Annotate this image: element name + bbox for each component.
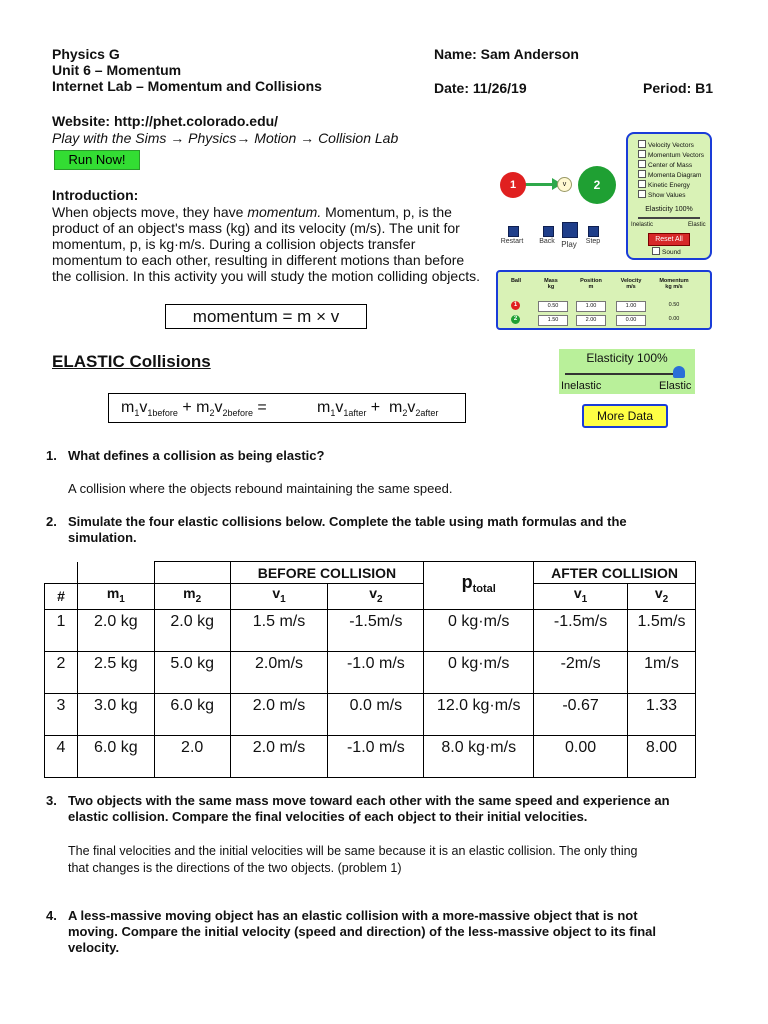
table-cell: 3.0 kg [77, 693, 154, 735]
table-cell: -1.5m/s [328, 609, 424, 651]
table-cell: 0.0 m/s [328, 693, 424, 735]
step-button[interactable] [588, 226, 599, 237]
row2-mass-field[interactable]: 1.50 [538, 315, 568, 326]
table-cell: -1.0 m/s [328, 735, 424, 777]
col-header-v2-before: $v_2$ [328, 584, 424, 610]
restart-label: Restart [500, 238, 524, 245]
q3-text: Two objects with the same mass move toward each other with the same speed and experience an elastic collision. Compare the final velocities of each object to their initial velocities. [68, 793, 670, 824]
q4-text: A less-massive moving object has an elastic collision with a more-massive object that is not moving. Compare the initial velocity (speed and direction) of the less-massive object to its final velocity. [68, 908, 657, 955]
table-cell: 2.0m/s [230, 651, 328, 693]
table-cell: 3 [45, 693, 78, 735]
ball-1[interactable]: 1 [500, 172, 526, 198]
play-button[interactable] [562, 222, 578, 238]
row2-velocity-field[interactable]: 0.00 [616, 315, 646, 326]
table-cell: 6.0 kg [154, 693, 230, 735]
sim-options-panel [626, 132, 712, 260]
table-row [45, 735, 696, 777]
website-link[interactable]: Website: http://phet.colorado.edu/ [52, 113, 279, 129]
table-cell: 5.0 kg [154, 651, 230, 693]
course-title: Physics G [52, 46, 120, 62]
intro-heading: Introduction: [52, 187, 139, 203]
q3-number: 3. [46, 793, 57, 808]
table-cell: 6.0 kg [77, 735, 154, 777]
table-row [45, 693, 696, 735]
run-now-button[interactable]: Run Now! [54, 150, 140, 170]
collision-table [44, 561, 696, 778]
unit-title: Unit 6 – Momentum [52, 62, 182, 78]
checkbox-velocity-vectors[interactable]: Velocity Vectors [638, 140, 694, 151]
velocity-handle-icon[interactable]: v [557, 177, 572, 192]
checkbox-sound[interactable]: Sound [652, 247, 681, 258]
date: Date: 11/26/19 [434, 80, 527, 96]
col-header-m2: $m_2$ [154, 584, 230, 610]
col-header-m1: $m_1$ [77, 584, 154, 610]
col-header-v1-after: $v_1$ [534, 584, 628, 610]
table-cell: 0 kg·m/s [424, 651, 534, 693]
ball-2[interactable]: 2 [578, 166, 616, 204]
table-cell: 2.0 m/s [230, 735, 328, 777]
elasticity-label-small: Elasticity 100% [645, 206, 693, 213]
elastic-label: Elastic [659, 380, 692, 392]
data-header-position: Position m [580, 278, 602, 290]
momentum-formula: momentum = m × v [165, 304, 367, 329]
table-cell: 2.0 [154, 735, 230, 777]
table-cell: 2.0 m/s [230, 693, 328, 735]
period: Period: B1 [643, 80, 714, 96]
table-cell: 2.0 kg [77, 609, 154, 651]
table-cell: 1.5 m/s [230, 609, 328, 651]
checkbox-momentum-vectors[interactable]: Momentum Vectors [638, 150, 704, 161]
checkbox-momenta-diagram[interactable]: Momenta Diagram [638, 170, 701, 181]
sim-path: Play with the Sims → Physics→ Motion → Collision Lab [52, 130, 399, 146]
step-label: Step [585, 238, 601, 245]
data-header-momentum: Momentum kg m/s [659, 278, 689, 290]
checkbox-center-of-mass[interactable]: Center of Mass [638, 160, 692, 171]
after-collision-header: AFTER COLLISION [534, 562, 696, 584]
q1-answer: A collision where the objects rebound maintaining the same speed. [68, 481, 453, 496]
row1-mass-field[interactable]: 0.50 [538, 301, 568, 312]
table-cell: -1.0 m/s [328, 651, 424, 693]
before-collision-header: BEFORE COLLISION [230, 562, 424, 584]
intro-paragraph: When objects move, they have momentum. Momentum, p, is the product of an object's mass (kg) and its velocity (m/s). The unit for momentum, p, is kg·m/s. During a collision objects transfer momentum to each other, resulting in different motions than before the collision. In this activity you will study the motion colliding objects. [52, 204, 480, 284]
ptotal-header: $p_{total}$ [424, 562, 534, 610]
table-cell: 4 [45, 735, 78, 777]
table-cell: 1.33 [628, 693, 696, 735]
elasticity-label: Elasticity 100% [586, 351, 668, 365]
table-cell: -1.5m/s [534, 609, 628, 651]
student-name: Name: Sam Anderson [434, 46, 579, 62]
elasticity-slider-small[interactable] [638, 217, 700, 219]
table-cell: 8.0 kg·m/s [424, 735, 534, 777]
table-cell: 0 kg·m/s [424, 609, 534, 651]
row2-ball-icon: 2 [511, 315, 520, 324]
back-label: Back [539, 238, 555, 245]
table-cell: 2.5 kg [77, 651, 154, 693]
q2-number: 2. [46, 514, 57, 529]
reset-all-button[interactable]: Reset All [648, 233, 690, 246]
table-cell: -2m/s [534, 651, 628, 693]
elasticity-panel [559, 349, 695, 394]
checkbox-show-values[interactable]: Show Values [638, 190, 685, 201]
table-cell: 1 [45, 609, 78, 651]
row1-ball-icon: 1 [511, 301, 520, 310]
q3-answer: The final velocities and the initial velocities will be same because it is an elastic collision. The only thing that changes is the directions of the two objects. (problem 1) [68, 844, 638, 875]
data-header-mass: Mass kg [544, 278, 558, 290]
table-cell: 0.00 [534, 735, 628, 777]
elasticity-slider-thumb[interactable] [673, 366, 685, 378]
col-header-number: # [45, 584, 78, 610]
elastic-heading: ELASTIC Collisions [52, 352, 211, 371]
table-cell: -0.67 [534, 693, 628, 735]
elastic-label-small: Elastic [688, 222, 706, 228]
checkbox-kinetic-energy[interactable]: Kinetic Energy [638, 180, 690, 191]
elasticity-slider-track[interactable] [565, 373, 685, 375]
row1-position-field[interactable]: 1.00 [576, 301, 606, 312]
q1-text: What defines a collision as being elastic? [68, 448, 325, 463]
table-cell: 1m/s [628, 651, 696, 693]
data-header-ball: Ball [510, 278, 522, 284]
q4-number: 4. [46, 908, 57, 923]
table-row [45, 609, 696, 651]
more-data-button[interactable]: More Data [582, 404, 668, 428]
elastic-formula: $m_1v_{1before} + m_2v_{2before}$ = $m_1v_{1after} + m_2v_{2after}$ [108, 393, 466, 423]
q1-number: 1. [46, 448, 57, 463]
table-row [45, 651, 696, 693]
row2-position-field[interactable]: 2.00 [576, 315, 606, 326]
table-cell: 12.0 kg·m/s [424, 693, 534, 735]
lab-title: Internet Lab – Momentum and Collisions [52, 78, 322, 94]
row2-momentum-value: 0.00 [668, 316, 680, 322]
table-cell: 2.0 kg [154, 609, 230, 651]
table-cell: 8.00 [628, 735, 696, 777]
sim-data-panel [496, 270, 712, 330]
col-header-v2-after: $v_2$ [628, 584, 696, 610]
data-header-velocity: Velocity m/s [620, 278, 642, 290]
inelastic-label: Inelastic [561, 380, 602, 392]
col-header-v1-before: $v_1$ [230, 584, 328, 610]
q2-text: Simulate the four elastic collisions below. Complete the table using math formulas and the simulation. [68, 514, 627, 545]
play-label: Play [561, 240, 577, 249]
row1-momentum-value: 0.50 [668, 302, 680, 308]
inelastic-label-small: Inelastic [631, 222, 654, 228]
table-cell: 1.5m/s [628, 609, 696, 651]
restart-button[interactable] [508, 226, 519, 237]
table-cell: 2 [45, 651, 78, 693]
back-button[interactable] [543, 226, 554, 237]
row1-velocity-field[interactable]: 1.00 [616, 301, 646, 312]
